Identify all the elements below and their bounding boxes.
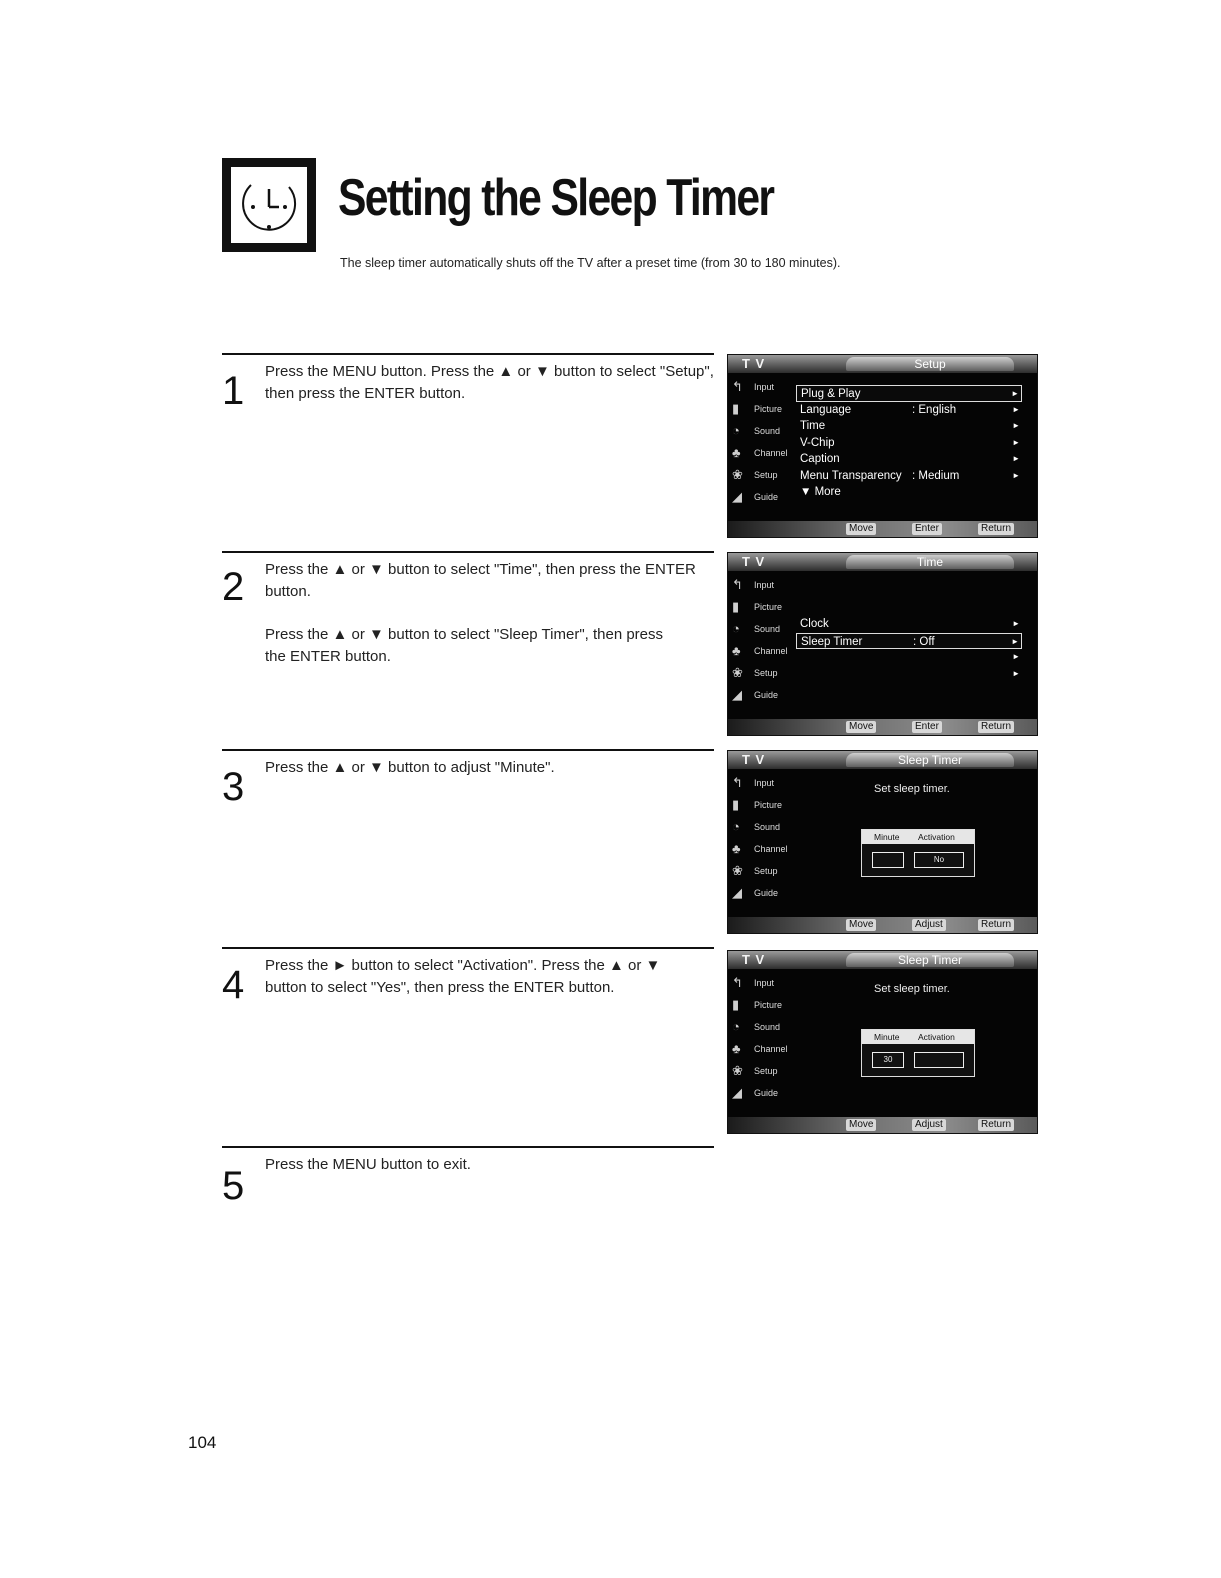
tv-sidebar-item-guide[interactable] xyxy=(730,1083,792,1105)
channel-icon: ♣ xyxy=(732,643,741,658)
tv-sidebar-label: Input xyxy=(754,580,775,590)
arrow-right-icon: ► xyxy=(1012,404,1020,414)
tv-sidebar-label: Guide xyxy=(754,1088,779,1098)
tv-label: T V xyxy=(742,752,766,767)
tv-hint-bar xyxy=(728,719,1037,735)
page-subtitle: The sleep timer automatically shuts off the TV after a preset time (from 30 to 180 minutes). xyxy=(340,256,841,270)
tv-hint-bar xyxy=(728,1117,1037,1133)
tv-label: T V xyxy=(742,356,766,371)
tv-sidebar-label: Sound xyxy=(754,1022,781,1032)
sound-icon: ◔ xyxy=(732,819,740,834)
menu-row-v-chip[interactable]: V-Chip ► xyxy=(796,435,1022,452)
minute-header: Minute xyxy=(874,832,900,842)
picture-icon: ▮ xyxy=(732,401,740,416)
tv-sidebar-item-sound[interactable] xyxy=(730,619,792,641)
menu-title: Sleep Timer xyxy=(846,953,1014,967)
tv-sidebar-item-sound[interactable] xyxy=(730,421,792,443)
tv-sidebar xyxy=(730,377,792,509)
arrow-right-icon: ► xyxy=(1012,437,1020,447)
tv-sidebar-item-input[interactable] xyxy=(730,377,792,399)
tv-sidebar-label: Guide xyxy=(754,690,779,700)
sleep-timer-panel xyxy=(861,1029,975,1077)
step-text-secondary: Press the ▲ or ▼ button to select "Sleep Timer", then press the ENTER button. xyxy=(265,626,664,665)
menu-list xyxy=(796,616,1022,682)
tv-screen-setup xyxy=(727,354,1038,538)
activation-header: Activation xyxy=(918,832,955,842)
hint-adjust: Adjust xyxy=(912,919,946,931)
tv-sidebar-label: Input xyxy=(754,978,775,988)
setup-icon: ❀ xyxy=(732,863,743,878)
tv-sidebar-item-channel[interactable] xyxy=(730,443,792,465)
tv-sidebar-item-input[interactable] xyxy=(730,773,792,795)
tv-sidebar-label: Sound xyxy=(754,426,781,436)
tv-sidebar-label: Channel xyxy=(754,448,788,458)
input-icon: ↰ xyxy=(732,975,743,990)
hint-move: Move xyxy=(846,523,876,535)
menu-row-plug-and-play[interactable]: Plug & Play ► xyxy=(796,385,1022,402)
tv-sidebar-item-picture[interactable] xyxy=(730,995,792,1017)
hint-return: Return xyxy=(978,919,1014,931)
step-divider xyxy=(222,353,714,355)
tv-sidebar-label: Picture xyxy=(754,1000,783,1010)
menu-title: Time xyxy=(846,555,1014,569)
guide-icon: ◢ xyxy=(732,1085,742,1100)
hint-enter: Enter xyxy=(912,523,942,535)
tv-sidebar-label: Channel xyxy=(754,844,788,854)
tv-sidebar-label: Picture xyxy=(754,404,783,414)
arrow-right-icon: ► xyxy=(1011,636,1019,646)
menu-row-empty[interactable] xyxy=(796,666,1022,683)
channel-icon: ♣ xyxy=(732,1041,741,1056)
tv-sidebar-label: Input xyxy=(754,382,775,392)
hint-enter: Enter xyxy=(912,721,942,733)
hint-move: Move xyxy=(846,1119,876,1131)
step-text: Press the MENU button to exit. xyxy=(265,1156,471,1173)
step-text: Press the ▲ or ▼ button to select "Time", then press the ENTER button. xyxy=(265,561,696,600)
tv-sidebar-item-channel[interactable] xyxy=(730,1039,792,1061)
tv-sidebar-label: Guide xyxy=(754,888,779,898)
tv-sidebar-label: Picture xyxy=(754,800,783,810)
minute-field[interactable] xyxy=(872,852,904,868)
menu-title: Setup xyxy=(846,357,1014,371)
tv-sidebar-item-guide[interactable] xyxy=(730,685,792,707)
arrow-right-icon: ► xyxy=(1012,668,1020,678)
input-icon: ↰ xyxy=(732,775,743,790)
page-title: Setting the Sleep Timer xyxy=(338,169,774,227)
hint-return: Return xyxy=(978,1119,1014,1131)
minute-header: Minute xyxy=(874,1032,900,1042)
menu-row-menu-transparency[interactable]: Menu Transparency : Medium ► xyxy=(796,468,1022,485)
picture-icon: ▮ xyxy=(732,997,740,1012)
tv-sidebar-item-channel[interactable] xyxy=(730,839,792,861)
picture-icon: ▮ xyxy=(732,797,740,812)
sound-icon: ◔ xyxy=(732,621,740,636)
step-number: 5 xyxy=(222,1164,245,1208)
tv-sidebar-item-input[interactable] xyxy=(730,575,792,597)
tv-screen-sleep-timer-minute xyxy=(727,750,1038,934)
step-number: 4 xyxy=(222,963,245,1007)
tv-sidebar-item-picture[interactable] xyxy=(730,399,792,421)
tv-sidebar-label: Sound xyxy=(754,822,781,832)
menu-row-clock[interactable]: Clock ► xyxy=(796,616,1022,633)
tv-sidebar-item-guide[interactable] xyxy=(730,487,792,509)
activation-field[interactable] xyxy=(914,1052,964,1068)
arrow-right-icon: ► xyxy=(1011,389,1019,398)
menu-row-language[interactable]: Language : English ► xyxy=(796,402,1022,419)
tv-sidebar xyxy=(730,575,792,707)
menu-list xyxy=(796,385,1022,501)
tv-sidebar-label: Sound xyxy=(754,624,781,634)
tv-sidebar-label: Channel xyxy=(754,1044,788,1054)
arrow-right-icon: ► xyxy=(1012,454,1020,463)
channel-icon: ♣ xyxy=(732,445,741,460)
hint-move: Move xyxy=(846,919,876,931)
tv-sidebar-label: Setup xyxy=(754,470,778,480)
step-number: 2 xyxy=(222,565,245,609)
sound-icon: ◔ xyxy=(732,423,740,438)
tv-sidebar-item-input[interactable] xyxy=(730,973,792,995)
tv-sidebar xyxy=(730,973,792,1105)
input-icon: ↰ xyxy=(732,379,743,394)
step-text: Press the ▲ or ▼ button to adjust "Minute". xyxy=(265,759,555,776)
tv-hint-bar xyxy=(728,917,1037,933)
tv-sidebar-label: Channel xyxy=(754,646,788,656)
sleep-timer-prompt: Set sleep timer. xyxy=(874,783,950,795)
tv-sidebar-item-picture[interactable] xyxy=(730,795,792,817)
menu-row-empty[interactable] xyxy=(796,649,1022,666)
tv-sidebar-item-channel[interactable] xyxy=(730,641,792,663)
sleep-timer-prompt: Set sleep timer. xyxy=(874,983,950,995)
tv-sidebar-label: Input xyxy=(754,778,775,788)
tv-sidebar-item-setup[interactable] xyxy=(730,1061,792,1083)
arrow-right-icon: ► xyxy=(1012,652,1020,661)
tv-sidebar-label: Setup xyxy=(754,1066,778,1076)
hint-return: Return xyxy=(978,721,1014,733)
sleep-timer-panel xyxy=(861,829,975,877)
tv-label: T V xyxy=(742,952,766,967)
tv-sidebar-item-guide[interactable] xyxy=(730,883,792,905)
arrow-right-icon: ► xyxy=(1012,470,1020,480)
tv-sidebar-label: Setup xyxy=(754,668,778,678)
tv-screen-time xyxy=(727,552,1038,736)
tv-sidebar-item-setup[interactable] xyxy=(730,861,792,883)
step-divider xyxy=(222,1146,714,1148)
guide-icon: ◢ xyxy=(732,687,742,702)
tv-sidebar-item-picture[interactable] xyxy=(730,597,792,619)
arrow-right-icon: ► xyxy=(1012,619,1020,628)
guide-icon: ◢ xyxy=(732,885,742,900)
arrow-right-icon: ► xyxy=(1012,421,1020,430)
menu-row-caption[interactable]: Caption ► xyxy=(796,451,1022,468)
step-number: 3 xyxy=(222,765,245,809)
tv-sidebar-item-sound[interactable] xyxy=(730,1017,792,1039)
page-number: 104 xyxy=(188,1433,217,1452)
setup-icon: ❀ xyxy=(732,1063,743,1078)
input-icon: ↰ xyxy=(732,577,743,592)
clock-icon xyxy=(222,158,316,252)
menu-title: Sleep Timer xyxy=(846,753,1014,767)
sound-icon: ◔ xyxy=(732,1019,740,1034)
hint-move: Move xyxy=(846,721,876,733)
tv-sidebar-label: Picture xyxy=(754,602,783,612)
step-text: Press the MENU button. Press the ▲ or ▼ button to select "Setup", then press the ENTER button. xyxy=(265,363,714,402)
menu-row-sleep-timer[interactable]: Sleep Timer : Off ► xyxy=(796,633,1022,650)
setup-icon: ❀ xyxy=(732,467,743,482)
activation-header: Activation xyxy=(918,1032,955,1042)
tv-sidebar-item-setup[interactable] xyxy=(730,663,792,685)
channel-icon: ♣ xyxy=(732,841,741,856)
activation-field[interactable]: No xyxy=(914,852,964,868)
hint-return: Return xyxy=(978,523,1014,535)
setup-icon: ❀ xyxy=(732,665,743,680)
menu-row-time[interactable]: Time ► xyxy=(796,418,1022,435)
tv-label: T V xyxy=(742,554,766,569)
step-divider xyxy=(222,551,714,553)
picture-icon: ▮ xyxy=(732,599,740,614)
tv-sidebar-item-sound[interactable] xyxy=(730,817,792,839)
step-number: 1 xyxy=(222,369,245,413)
hint-adjust: Adjust xyxy=(912,1119,946,1131)
minute-field[interactable]: 30 xyxy=(872,1052,904,1068)
tv-sidebar-item-setup[interactable] xyxy=(730,465,792,487)
menu-row-more[interactable]: ▼ More xyxy=(800,486,841,498)
step-divider xyxy=(222,749,714,751)
guide-icon: ◢ xyxy=(732,489,742,504)
tv-sidebar-label: Guide xyxy=(754,492,779,502)
step-divider xyxy=(222,947,714,949)
step-text: Press the ► button to select "Activation". Press the ▲ or ▼ button to select "Yes", then press the ENTER button. xyxy=(265,957,661,996)
tv-screen-sleep-timer-activation xyxy=(727,950,1038,1134)
tv-sidebar-label: Setup xyxy=(754,866,778,876)
tv-sidebar xyxy=(730,773,792,905)
tv-hint-bar xyxy=(728,521,1037,537)
